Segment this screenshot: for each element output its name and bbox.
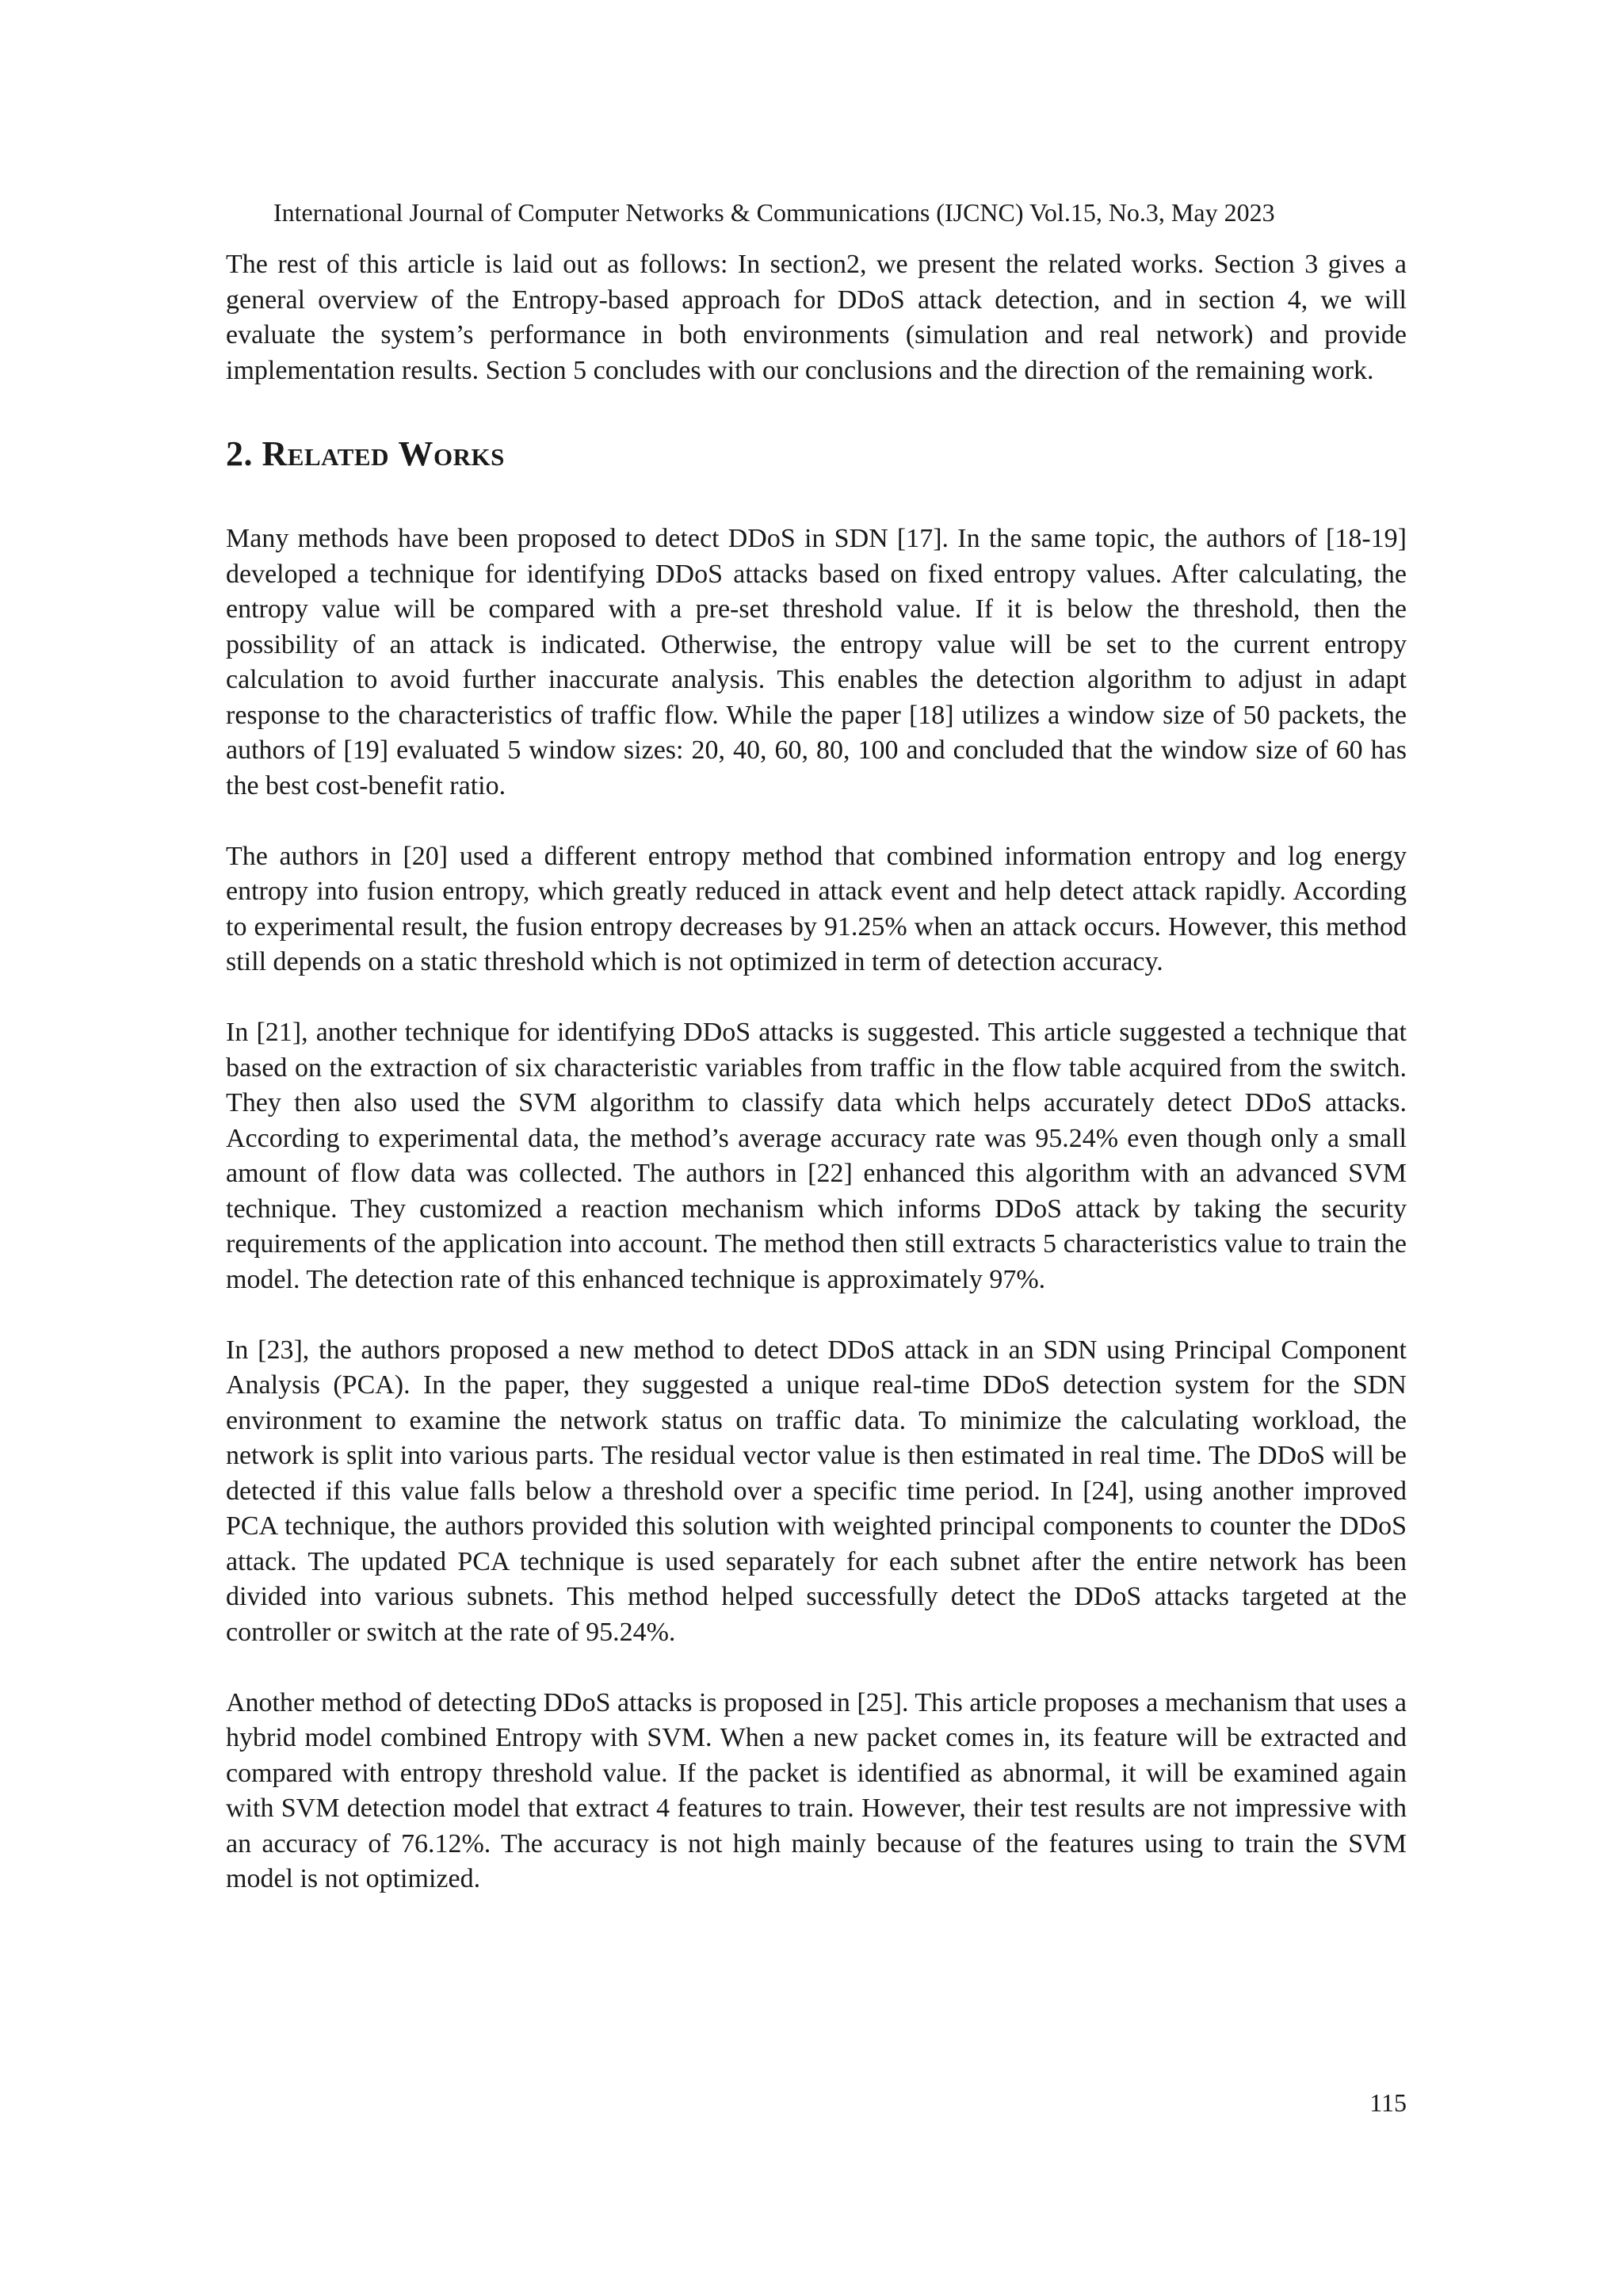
- page-number: 115: [1369, 2088, 1407, 2117]
- body-paragraph: Another method of detecting DDoS attacks is proposed in [25]. This article proposes a mechanism that uses a hybrid model combined Entropy with SVM. When a new packet comes in, its feature will be extracted and compared with entropy threshold value. If the packet is identified as abnormal, it will be examined again with SVM detection model that extract 4 features to train. However, their test results are not impressive with an accuracy of 76.12%. The accuracy is not high mainly because of the features using to train the SVM model is not optimized.: [226, 1687, 1407, 1893]
- section-number: 2.: [226, 434, 262, 473]
- body-paragraph: The authors in [20] used a different entropy method that combined information entropy and log energy entropy into fusion entropy, which greatly reduced in attack event and help detect attack rapidly. According to experimental result, the fusion entropy decreases by 91.25% when an attack occurs. However, this method still depends on a static threshold which is not optimized in term of detection accuracy.: [226, 841, 1407, 976]
- intro-paragraph: The rest of this article is laid out as follows: In section2, we present the related works. Section 3 gives a general overview of the Entropy-based approach for DDoS attack detection, and in section 4, we will evaluate the system’s performance in both environments (simulation and real network) and provide implementation results. Section 5 concludes with our conclusions and the direction of the remaining work.: [226, 250, 1407, 385]
- section-heading: [226, 434, 1407, 474]
- section-title-word-2: Works: [398, 434, 505, 473]
- body-paragraph: In [23], the authors proposed a new method to detect DDoS attack in an SDN using Principal Component Analysis (PCA). In the paper, they suggested a unique real-time DDoS detection system for the SDN environment to examine the network status on traffic data. To minimize the calculating workload, the network is split into various parts. The residual vector value is then estimated in real time. The DDoS will be detected if this value falls below a threshold over a specific time period. In [24], using another improved PCA technique, the authors provided this solution with weighted principal components to counter the DDoS attack. The updated PCA technique is used separately for each subnet after the entire network has been divided into various subnets. This method helped successfully detect the DDoS attacks targeted at the controller or switch at the rate of 95.24%.: [226, 1335, 1407, 1647]
- body-paragraph: In [21], another technique for identifying DDoS attacks is suggested. This article suggested a technique that based on the extraction of six characteristic variables from traffic in the flow table acquired from the switch. They then also used the SVM algorithm to classify data which helps accurately detect DDoS attacks. According to experimental data, the method’s average accuracy rate was 95.24% even though only a small amount of flow data was collected. The authors in [22] enhanced this algorithm with an advanced SVM technique. They customized a reaction mechanism which informs DDoS attack by taking the security requirements of the application into account. The method then still extracts 5 characteristics value to train the model. The detection rate of this enhanced technique is approximately 97%.: [226, 1018, 1407, 1294]
- running-header: International Journal of Computer Networks & Communications (IJCNC) Vol.15, No.3, May 2023: [273, 198, 1275, 227]
- page-body: [226, 247, 1407, 1897]
- body-paragraph: Many methods have been proposed to detect DDoS in SDN [17]. In the same topic, the authors of [18-19] developed a technique for identifying DDoS attacks based on fixed entropy values. After calculating, the entropy value will be compared with a pre-set threshold value. If it is below the threshold, then the possibility of an attack is indicated. Otherwise, the entropy value will be set to the current entropy calculation to avoid further inaccurate analysis. This enables the detection algorithm to adjust in adapt response to the characteristics of traffic flow. While the paper [18] utilizes a window size of 50 packets, the authors of [19] evaluated 5 window sizes: 20, 40, 60, 80, 100 and concluded that the window size of 60 has the best cost-benefit ratio.: [226, 524, 1407, 800]
- section-title-word-1: Related: [262, 434, 389, 473]
